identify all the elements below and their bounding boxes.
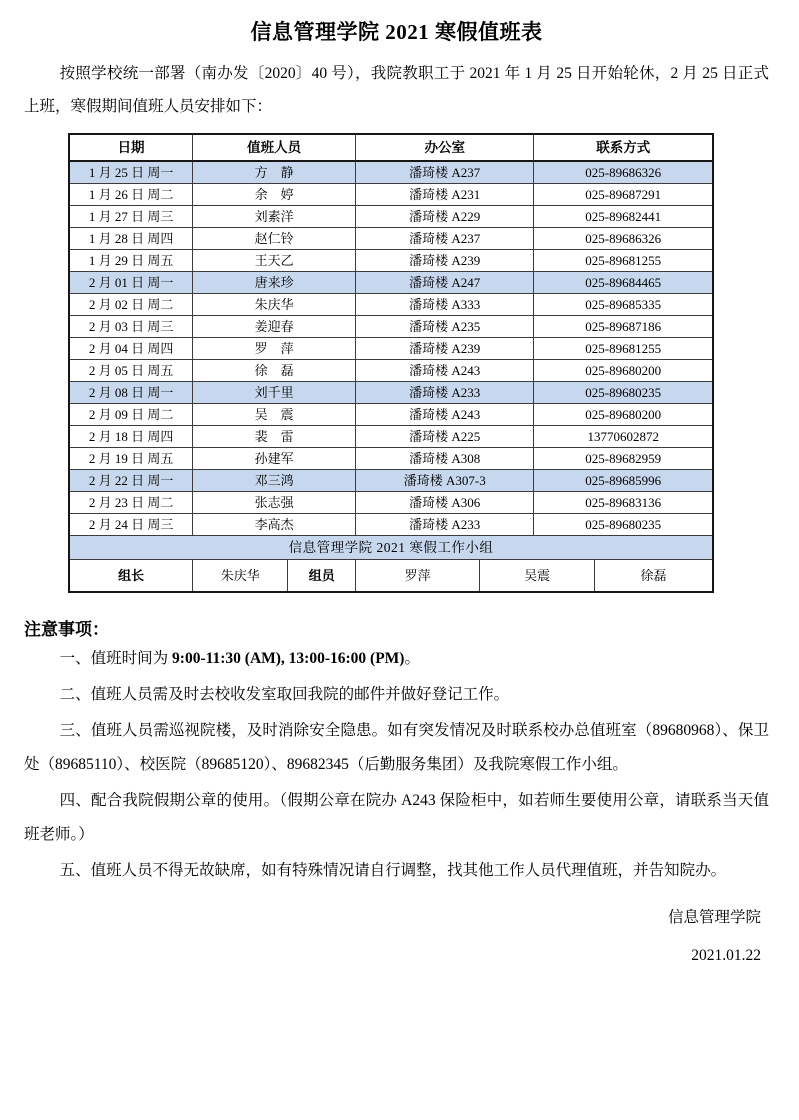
note-item-3: 三、值班人员需巡视院楼，及时消除安全隐患。如有突发情况及时联系校办总值班室（89680968）、保卫处（89685110）、校医院（89685120）、89682345（后勤服务集团）及我院寒假工作小组。 <box>24 722 769 773</box>
date-cell: 1 月 27 日 周三 <box>69 206 193 228</box>
date-cell: 2 月 09 日 周二 <box>69 404 193 426</box>
office-cell: 潘琦楼 A229 <box>356 206 534 228</box>
table-row <box>69 272 713 294</box>
date-cell: 1 月 26 日 周二 <box>69 184 193 206</box>
office-cell: 潘琦楼 A247 <box>356 272 534 294</box>
duty-roster-table <box>68 133 714 593</box>
office-cell: 潘琦楼 A237 <box>356 161 534 184</box>
header-cell-person: 值班人员 <box>193 134 356 161</box>
phone-cell: 025-89685996 <box>534 470 713 492</box>
table-row <box>69 228 713 250</box>
table-row <box>69 514 713 536</box>
person-cell: 张志强 <box>193 492 356 514</box>
office-cell: 潘琦楼 A333 <box>356 294 534 316</box>
workgroup-members-row <box>69 560 713 593</box>
phone-cell: 025-89686326 <box>534 161 713 184</box>
date-cell: 2 月 24 日 周三 <box>69 514 193 536</box>
workgroup-banner-text: 信息管理学院 2021 寒假工作小组 <box>69 536 713 560</box>
workgroup-banner-row <box>69 536 713 560</box>
table-row <box>69 206 713 228</box>
date-cell: 2 月 04 日 周四 <box>69 338 193 360</box>
phone-cell: 025-89682441 <box>534 206 713 228</box>
phone-cell: 025-89683136 <box>534 492 713 514</box>
person-cell: 余 婷 <box>193 184 356 206</box>
date-cell: 2 月 05 日 周五 <box>69 360 193 382</box>
table-row <box>69 404 713 426</box>
office-cell: 潘琦楼 A233 <box>356 382 534 404</box>
office-cell: 潘琦楼 A239 <box>356 250 534 272</box>
date-cell: 2 月 22 日 周一 <box>69 470 193 492</box>
person-cell: 吴 震 <box>193 404 356 426</box>
phone-cell: 025-89687291 <box>534 184 713 206</box>
phone-cell: 025-89681255 <box>534 250 713 272</box>
person-cell: 孙建军 <box>193 448 356 470</box>
note-1-prefix: 一、值班时间为 <box>59 650 173 667</box>
phone-cell: 025-89687186 <box>534 316 713 338</box>
phone-cell: 025-89680235 <box>534 382 713 404</box>
header-cell-date: 日期 <box>69 134 193 161</box>
office-cell: 潘琦楼 A239 <box>356 338 534 360</box>
notes-heading: 注意事项： <box>24 620 109 639</box>
header-cell-office: 办公室 <box>356 134 534 161</box>
date-cell: 2 月 02 日 周二 <box>69 294 193 316</box>
person-cell: 李高杰 <box>193 514 356 536</box>
phone-cell: 025-89680235 <box>534 514 713 536</box>
phone-cell: 13770602872 <box>534 426 713 448</box>
note-1-duty-hours: 9:00-11:30 (AM), 13:00-16:00 (PM) <box>172 650 405 667</box>
table-row <box>69 360 713 382</box>
date-cell: 2 月 18 日 周四 <box>69 426 193 448</box>
phone-cell: 025-89685335 <box>534 294 713 316</box>
date-cell: 1 月 25 日 周一 <box>69 161 193 184</box>
person-cell: 赵仁铃 <box>193 228 356 250</box>
person-cell: 裴 雷 <box>193 426 356 448</box>
person-cell: 邓三鸿 <box>193 470 356 492</box>
person-cell: 刘千里 <box>193 382 356 404</box>
table-row <box>69 316 713 338</box>
office-cell: 潘琦楼 A308 <box>356 448 534 470</box>
phone-cell: 025-89680200 <box>534 360 713 382</box>
person-cell: 姜迎春 <box>193 316 356 338</box>
person-cell: 朱庆华 <box>193 294 356 316</box>
table-row <box>69 382 713 404</box>
date-cell: 2 月 01 日 周一 <box>69 272 193 294</box>
table-row <box>69 448 713 470</box>
signature-date: 2021.01.22 <box>691 947 761 964</box>
office-cell: 潘琦楼 A233 <box>356 514 534 536</box>
office-cell: 潘琦楼 A237 <box>356 228 534 250</box>
leader-name-cell: 朱庆华 <box>193 560 288 593</box>
phone-cell: 025-89684465 <box>534 272 713 294</box>
office-cell: 潘琦楼 A243 <box>356 360 534 382</box>
office-cell: 潘琦楼 A307-3 <box>356 470 534 492</box>
intro-paragraph: 按照学校统一部署（南办发〔2020〕40 号），我院教职工于 2021 年 1 月 25 日开始轮休，2 月 25 日正式上班，寒假期间值班人员安排如下： <box>24 65 769 115</box>
date-cell: 1 月 28 日 周四 <box>69 228 193 250</box>
member-label-cell: 组员 <box>288 560 356 593</box>
member-name-cell: 吴震 <box>480 560 595 593</box>
office-cell: 潘琦楼 A306 <box>356 492 534 514</box>
phone-cell: 025-89682959 <box>534 448 713 470</box>
member-name-cell: 罗萍 <box>356 560 480 593</box>
date-cell: 2 月 08 日 周一 <box>69 382 193 404</box>
office-cell: 潘琦楼 A225 <box>356 426 534 448</box>
table-row <box>69 470 713 492</box>
person-cell: 唐来珍 <box>193 272 356 294</box>
date-cell: 2 月 19 日 周五 <box>69 448 193 470</box>
table-header-row <box>69 134 713 161</box>
note-item-5: 五、值班人员不得无故缺席，如有特殊情况请自行调整，找其他工作人员代理值班，并告知院办。 <box>59 862 727 879</box>
header-cell-phone: 联系方式 <box>534 134 713 161</box>
duty-table-body <box>69 161 713 536</box>
office-cell: 潘琦楼 A235 <box>356 316 534 338</box>
person-cell: 王天乙 <box>193 250 356 272</box>
table-row <box>69 426 713 448</box>
page-title: 信息管理学院 2021 寒假值班表 <box>250 20 543 44</box>
signature-block <box>24 901 769 977</box>
date-cell: 2 月 23 日 周二 <box>69 492 193 514</box>
table-row <box>69 161 713 184</box>
leader-label-cell: 组长 <box>69 560 193 593</box>
note-1-suffix: 。 <box>404 650 420 667</box>
person-cell: 方 静 <box>193 161 356 184</box>
table-row <box>69 184 713 206</box>
person-cell: 徐 磊 <box>193 360 356 382</box>
note-item-1 <box>24 642 769 676</box>
table-row <box>69 250 713 272</box>
person-cell: 罗 萍 <box>193 338 356 360</box>
table-row <box>69 492 713 514</box>
member-name-cell: 徐磊 <box>594 560 713 593</box>
note-item-2: 二、值班人员需及时去校收发室取回我院的邮件并做好登记工作。 <box>59 686 510 703</box>
table-row <box>69 338 713 360</box>
phone-cell: 025-89686326 <box>534 228 713 250</box>
person-cell: 刘素洋 <box>193 206 356 228</box>
phone-cell: 025-89681255 <box>534 338 713 360</box>
note-item-4: 四、配合我院假期公章的使用。（假期公章在院办 A243 保险柜中，如若师生要使用公章，请联系当天值班老师。） <box>24 792 769 843</box>
phone-cell: 025-89680200 <box>534 404 713 426</box>
office-cell: 潘琦楼 A231 <box>356 184 534 206</box>
date-cell: 1 月 29 日 周五 <box>69 250 193 272</box>
signature-org: 信息管理学院 <box>667 909 761 926</box>
office-cell: 潘琦楼 A243 <box>356 404 534 426</box>
table-row <box>69 294 713 316</box>
workgroup-section <box>69 536 713 593</box>
date-cell: 2 月 03 日 周三 <box>69 316 193 338</box>
